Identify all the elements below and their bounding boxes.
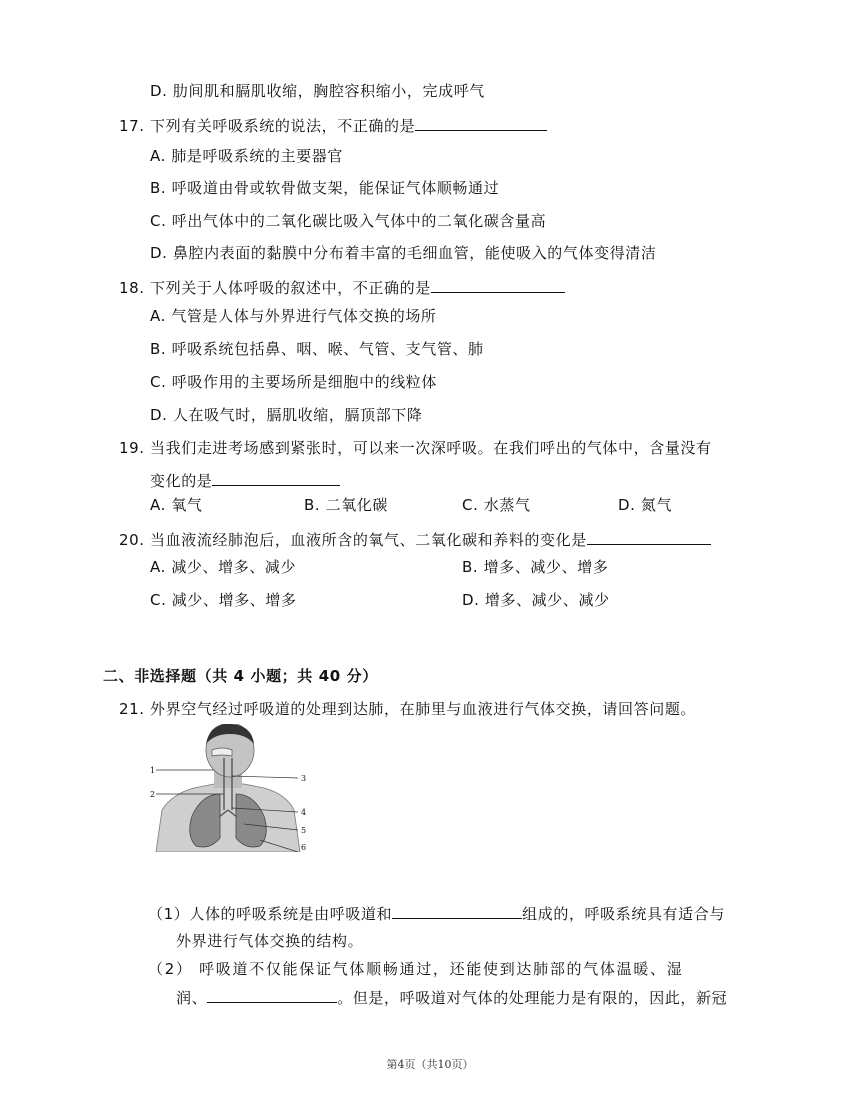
- q19-stem-line1: 19. 当我们走进考场感到紧张时，可以来一次深呼吸。在我们呼出的气体中，含量没有: [119, 439, 712, 457]
- q19-option-c: C. 水蒸气: [462, 496, 531, 514]
- q20-option-a: A. 减少、增多、减少: [150, 558, 297, 576]
- q20-option-c: C. 减少、增多、增多: [150, 591, 297, 609]
- q18-option-a: A. 气管是人体与外界进行气体交换的场所: [150, 307, 437, 325]
- q16-option-d: D. 肋间肌和膈肌收缩，胸腔容积缩小，完成呼气: [150, 82, 485, 100]
- q21-sub2-text-c: 。但是，呼吸道对气体的处理能力是有限的，因此，新冠: [337, 989, 728, 1007]
- q19-stem-line2: 变化的是: [150, 472, 213, 490]
- q20-answer-blank[interactable]: [587, 528, 711, 545]
- q17-answer-blank[interactable]: [415, 114, 547, 131]
- q18-option-b: B. 呼吸系统包括鼻、咽、喉、气管、支气管、肺: [150, 340, 484, 358]
- q17-question: [119, 114, 547, 137]
- q20-option-d: D. 增多、减少、减少: [462, 591, 610, 609]
- q18-question: [119, 276, 565, 299]
- figure-label-1: 1: [150, 766, 156, 775]
- figure-label-4: 4: [301, 808, 307, 817]
- q18-option-c: C. 呼吸作用的主要场所是细胞中的线粒体: [150, 373, 438, 391]
- figure-label-5: 5: [301, 826, 307, 835]
- q21-sub1-blank[interactable]: [392, 902, 522, 919]
- q19-option-a: A. 氧气: [150, 496, 203, 514]
- q20-question: [119, 528, 711, 551]
- q21-sub1-line1: [148, 902, 725, 925]
- q18-answer-blank[interactable]: [431, 276, 565, 293]
- q21-sub1-line2: 外界进行气体交换的结构。: [176, 932, 364, 950]
- figure-label-2: 2: [150, 790, 156, 799]
- respiratory-system-figure: [148, 724, 308, 852]
- q19-answer-blank[interactable]: [212, 469, 340, 486]
- q17-option-c: C. 呼出气体中的二氧化碳比吸入气体中的二氧化碳含量高: [150, 212, 547, 230]
- q18-stem: 18. 下列关于人体呼吸的叙述中，不正确的是: [119, 279, 431, 297]
- q18-option-d: D. 人在吸气时，膈肌收缩，膈顶部下降: [150, 406, 423, 424]
- q20-option-b: B. 增多、减少、增多: [462, 558, 609, 576]
- figure-label-3: 3: [301, 774, 307, 783]
- q21-sub2-line2: [176, 986, 727, 1009]
- q21-sub1-text-b: 组成的，呼吸系统具有适合与: [522, 905, 725, 923]
- q19-option-d: D. 氮气: [618, 496, 673, 514]
- q17-option-a: A. 肺是呼吸系统的主要器官: [150, 147, 343, 165]
- q17-option-b: B. 呼吸道由骨或软骨做支架，能保证气体顺畅通过: [150, 179, 500, 197]
- q21-stem: 21. 外界空气经过呼吸道的处理到达肺，在肺里与血液进行气体交换，请回答问题。: [119, 700, 697, 718]
- figure-label-6: 6: [301, 843, 307, 852]
- q21-sub2-text-b: 润、: [176, 989, 208, 1007]
- section-2-title: 二、非选择题（共 4 小题；共 40 分）: [103, 667, 378, 685]
- q21-sub1-text-a: （1）人体的呼吸系统是由呼吸道和: [148, 905, 393, 923]
- q21-sub2-blank[interactable]: [207, 986, 337, 1003]
- q17-stem: 17. 下列有关呼吸系统的说法，不正确的是: [119, 117, 416, 135]
- respiratory-diagram: [148, 724, 308, 852]
- q21-sub2-line1: （2） 呼吸道不仅能保证气体顺畅通过，还能使到达肺部的气体温暖、湿: [148, 960, 684, 978]
- page-footer: 第4页（共10页）: [386, 1058, 474, 1071]
- q19-option-b: B. 二氧化碳: [304, 496, 389, 514]
- q20-stem: 20. 当血液流经肺泡后，血液所含的氧气、二氧化碳和养料的变化是: [119, 531, 587, 549]
- nasal-cavity-shape: [212, 748, 232, 756]
- q19-question-line2: [150, 469, 340, 492]
- q17-option-d: D. 鼻腔内表面的黏膜中分布着丰富的毛细血管，能使吸入的气体变得清洁: [150, 244, 657, 262]
